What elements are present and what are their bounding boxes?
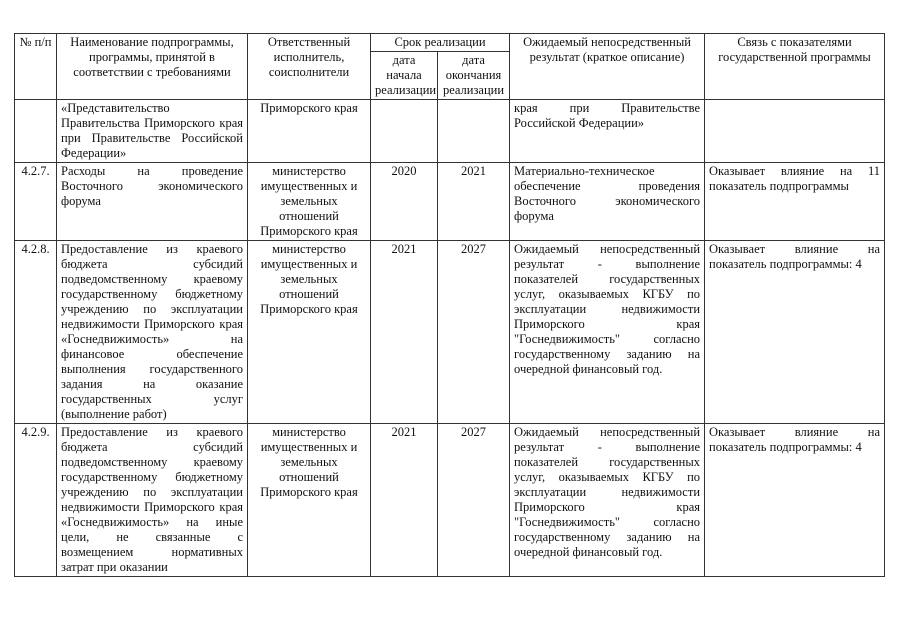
row-end: 2027 bbox=[438, 241, 510, 424]
row-num: 4.2.8. bbox=[15, 241, 57, 424]
row-executor: Приморского края bbox=[248, 100, 371, 163]
row-result: края при Правительстве Российской Федерации» bbox=[510, 100, 705, 163]
row-result: Ожидаемый непосредственный результат - выполнение показателей государственных услуг, оказываемых КГБУ по эксплуатации недвижимости Приморского края "Госнедвижимость" согласно государственному заданию на очередной финансовый год. bbox=[510, 241, 705, 424]
row-link: Оказывает влияние на 11 показатель подпрограммы bbox=[705, 163, 885, 241]
header-period: Срок реализации bbox=[371, 34, 510, 52]
header-result: Ожидаемый непосредственный результат (краткое описание) bbox=[510, 34, 705, 100]
header-row bbox=[15, 34, 885, 52]
row-end: 2021 bbox=[438, 163, 510, 241]
row-end: 2027 bbox=[438, 424, 510, 577]
header-executor: Ответственный исполнитель, соисполнители bbox=[248, 34, 371, 100]
row-num: 4.2.7. bbox=[15, 163, 57, 241]
row-start: 2021 bbox=[371, 424, 438, 577]
row-link: Оказывает влияние на показатель подпрограммы: 4 bbox=[705, 424, 885, 577]
row-executor: министерство имущественных и земельных отношений Приморского края bbox=[248, 241, 371, 424]
row-num bbox=[15, 100, 57, 163]
row-start: 2021 bbox=[371, 241, 438, 424]
table-row bbox=[15, 163, 885, 241]
table-row bbox=[15, 241, 885, 424]
row-end bbox=[438, 100, 510, 163]
row-result: Ожидаемый непосредственный результат - выполнение показателей государственных услуг, оказываемых КГБУ по эксплуатации недвижимости Приморского края "Госнедвижимость" согласно государственному заданию на очередной финансовый год. bbox=[510, 424, 705, 577]
header-end: дата окончания реализации bbox=[438, 52, 510, 100]
program-table bbox=[14, 33, 885, 577]
header-num: № п/п bbox=[15, 34, 57, 100]
row-start bbox=[371, 100, 438, 163]
row-executor: министерство имущественных и земельных отношений Приморского края bbox=[248, 163, 371, 241]
row-executor: министерство имущественных и земельных отношений Приморского края bbox=[248, 424, 371, 577]
row-name: «Представительство Правительства Приморского края при Правительстве Российской Федерации» bbox=[57, 100, 248, 163]
row-num: 4.2.9. bbox=[15, 424, 57, 577]
row-name: Предоставление из краевого бюджета субсидий подведомственному краевому государственному бюджетному учреждению по эксплуатации недвижимости Приморского края «Госнедвижимость» на финансовое обеспечение выполнения государственного задания на оказание государственных услуг (выполнение работ) bbox=[57, 241, 248, 424]
row-name: Предоставление из краевого бюджета субсидий подведомственному краевому государственному бюджетному учреждению по эксплуатации недвижимости Приморского края «Госнедвижимость» на иные цели, не связанные с возмещением нормативных затрат при оказании bbox=[57, 424, 248, 577]
header-start: дата начала реализации bbox=[371, 52, 438, 100]
header-link: Связь с показателями государственной программы bbox=[705, 34, 885, 100]
header-name: Наименование подпрограммы, программы, принятой в соответствии с требованиями bbox=[57, 34, 248, 100]
table-row bbox=[15, 424, 885, 577]
row-start: 2020 bbox=[371, 163, 438, 241]
row-result: Материально-техническое обеспечение проведения Восточного экономического форума bbox=[510, 163, 705, 241]
row-link bbox=[705, 100, 885, 163]
table-row bbox=[15, 100, 885, 163]
row-name: Расходы на проведение Восточного экономического форума bbox=[57, 163, 248, 241]
row-link: Оказывает влияние на показатель подпрограммы: 4 bbox=[705, 241, 885, 424]
